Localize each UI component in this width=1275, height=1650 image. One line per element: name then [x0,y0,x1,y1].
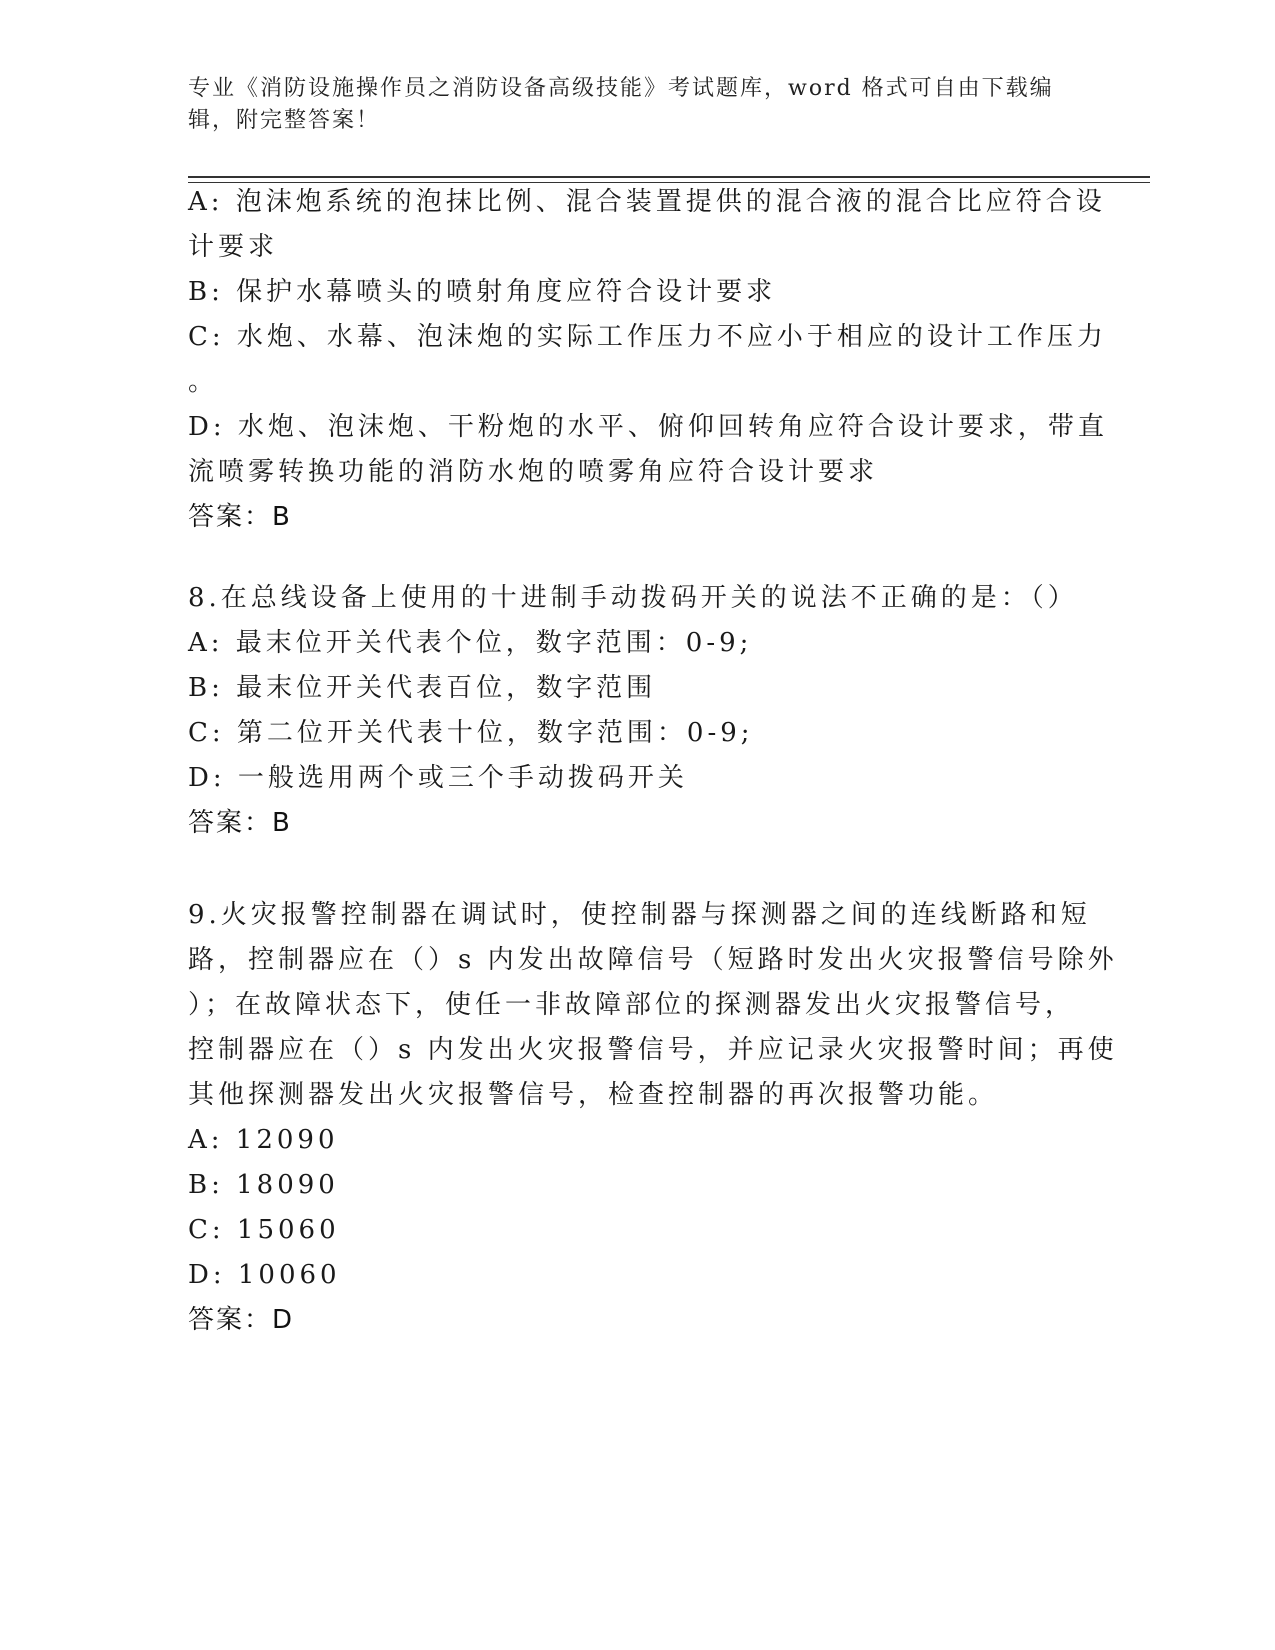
header-line: 专业《消防设施操作员之消防设备高级技能》考试题库，word 格式可自由下载编 [188,76,1054,101]
option-line: D: 一般选用两个或三个手动拨码开关 [188,763,688,793]
question-stem: 路，控制器应在（）s 内发出故障信号（短路时发出火灾报警信号除外 [188,945,1118,975]
header-line: 辑，附完整答案！ [188,108,381,133]
question-stem: 8.在总线设备上使用的十进制手动拨码开关的说法不正确的是：（） [188,583,1078,613]
option-line: A: 12090 [188,1125,339,1155]
option-line: B: 最末位开关代表百位，数字范围 [188,673,657,703]
option-line: B: 18090 [188,1170,339,1200]
document-header [188,73,1068,137]
header-divider [188,176,1150,178]
option-line: 计要求 [188,232,279,262]
question-stem: 其他探测器发出火灾报警信号，检查控制器的再次报警功能。 [188,1080,999,1110]
answer-label: 答案：D [188,1305,295,1335]
question-7-options [188,180,1108,540]
question-9 [188,893,1118,1343]
option-line: C: 水炮、水幕、泡沫炮的实际工作压力不应小于相应的设计工作压力 [188,322,1107,352]
answer-label: 答案：B [188,808,292,838]
question-8 [188,576,1078,846]
question-stem: 9.火灾报警控制器在调试时，使控制器与探测器之间的连线断路和短 [188,900,1091,930]
option-line: D: 水炮、泡沫炮、干粉炮的水平、俯仰回转角应符合设计要求，带直 [188,412,1108,442]
option-line: A: 最末位开关代表个位，数字范围：0-9; [188,628,753,658]
option-line: B: 保护水幕喷头的喷射角度应符合设计要求 [188,277,777,307]
option-line: 流喷雾转换功能的消防水炮的喷雾角应符合设计要求 [188,457,879,487]
answer-label: 答案：B [188,502,292,532]
question-stem: 控制器应在（）s 内发出火灾报警信号，并应记录火灾报警时间；再使 [188,1035,1118,1065]
question-stem: ）；在故障状态下，使任一非故障部位的探测器发出火灾报警信号， [188,990,1076,1020]
option-line: D: 10060 [188,1260,341,1290]
option-line: C: 15060 [188,1215,340,1245]
option-line: C: 第二位开关代表十位，数字范围：0-9; [188,718,754,748]
option-line: A: 泡沫炮系统的泡抹比例、混合装置提供的混合液的混合比应符合设 [188,187,1106,217]
option-line: 。 [188,367,219,397]
